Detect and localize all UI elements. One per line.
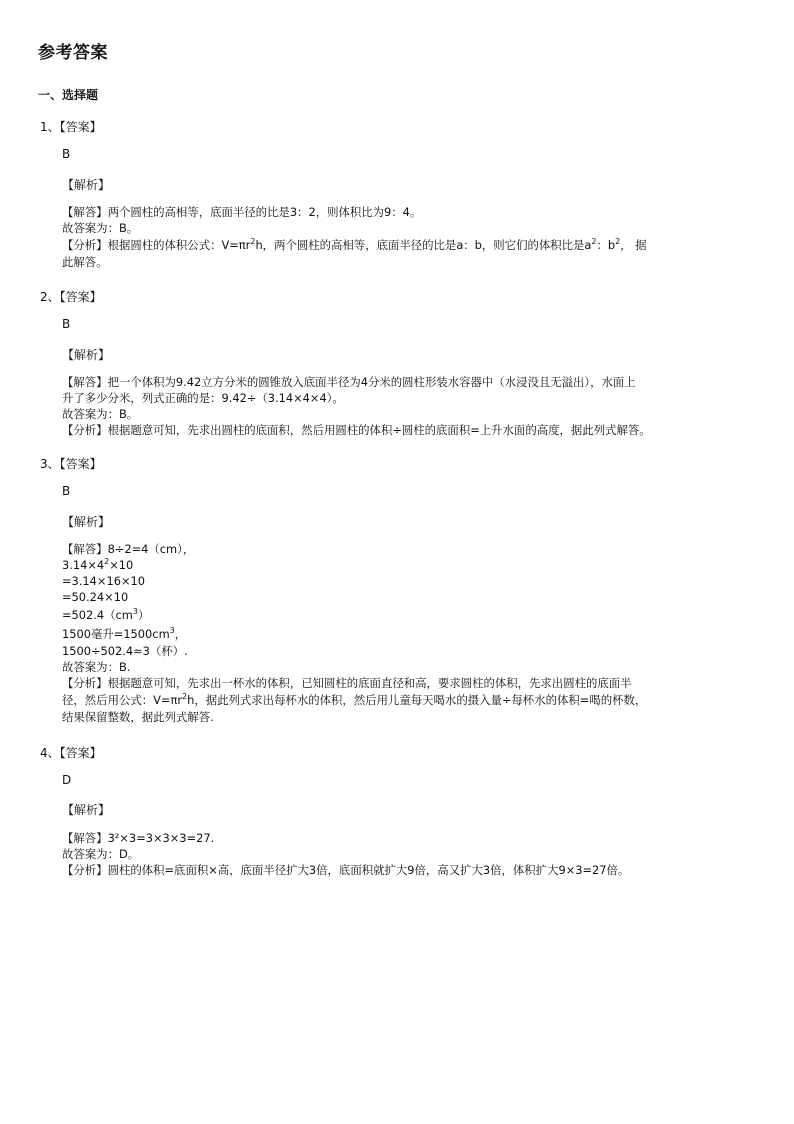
q4-line-1: 【解答】3²×3=3×3×3=27. <box>62 831 215 845</box>
q3-line-2-part: ×10 <box>109 558 134 572</box>
superscript: 2 <box>104 557 110 567</box>
question-3-answer: B <box>62 484 71 498</box>
question-1-answer: B <box>62 147 71 161</box>
superscript: 2 <box>182 692 188 702</box>
q3-line-5-part: =502.4（cm <box>62 608 133 622</box>
q1-line-4: 此解答。 <box>62 255 108 269</box>
page-title: 参考答案 <box>38 43 108 63</box>
question-2-answer: B <box>62 317 71 331</box>
question-1-heading: 1、【答案】 <box>40 120 102 134</box>
q2-line-2: 升了多少分米，列式正确的是：9.42÷（3.14×4×4）。 <box>62 391 344 405</box>
superscript: 2 <box>615 237 621 247</box>
q3-line-1: 【解答】8÷2=4（cm）， <box>62 542 195 556</box>
question-4-answer: D <box>62 773 72 787</box>
q3-line-2-part: 3.14×4 <box>62 558 105 572</box>
q3-line-11: 结果保留整数，据此列式解答. <box>62 710 214 724</box>
question-3-heading: 3、【答案】 <box>40 457 102 471</box>
question-4-heading: 4、【答案】 <box>40 746 102 760</box>
q3-line-7: 1500÷502.4≈3（杯）. <box>62 644 188 658</box>
q3-line-3: =3.14×16×10 <box>62 574 145 588</box>
question-2-heading: 2、【答案】 <box>40 290 102 304</box>
q1-line-3-part: 【分析】根据圆柱的体积公式：V=πr <box>62 238 251 252</box>
superscript: 3 <box>169 626 175 636</box>
q3-line-5 <box>62 607 149 623</box>
q3-line-8: 故答案为：B. <box>62 660 131 674</box>
superscript: 2 <box>250 237 256 247</box>
q2-line-4: 【分析】根据题意可知，先求出圆柱的底面积，然后用圆柱的体积÷圆柱的底面积=上升水面的高度，据此列式解答。 <box>62 423 651 437</box>
question-1-analysis-label: 【解析】 <box>62 178 111 192</box>
q3-line-5-part: ） <box>138 608 150 622</box>
superscript: 2 <box>591 237 597 247</box>
q2-line-3: 故答案为：B。 <box>62 407 139 421</box>
q2-line-1: 【解答】把一个体积为9.42立方分米的圆锥放入底面半径为4分米的圆柱形装水容器中（水浸没且无溢出），水面上 <box>62 375 636 389</box>
superscript: 3 <box>132 607 138 617</box>
q3-line-6 <box>62 626 186 642</box>
q3-line-10-part: h，据此列式求出每杯水的体积，然后用儿童每天喝水的摄入量÷每杯水的体积=喝的杯数， <box>187 693 647 707</box>
q1-line-3-part: ， 据 <box>620 238 647 252</box>
q3-line-10-part: 径，然后用公式：V=πr <box>62 693 183 707</box>
section-heading: 一、选择题 <box>38 88 99 102</box>
q1-line-3-part: h，两个圆柱的高相等，底面半径的比是a：b，则它们的体积比是a <box>255 238 592 252</box>
question-2-analysis-label: 【解析】 <box>62 348 111 362</box>
q3-line-10 <box>62 692 646 708</box>
question-4-analysis-label: 【解析】 <box>62 803 111 817</box>
q4-line-2: 故答案为：D。 <box>62 847 140 861</box>
question-3-analysis-label: 【解析】 <box>62 515 111 529</box>
q1-line-3 <box>62 237 647 253</box>
q3-line-6-part: 1500毫升=1500cm <box>62 627 170 641</box>
q3-line-6-part: ， <box>174 627 187 641</box>
q3-line-4: =50.24×10 <box>62 590 129 604</box>
q1-line-2: 故答案为：B。 <box>62 221 139 235</box>
q4-line-3: 【分析】圆柱的体积=底面积×高，底面半径扩大3倍，底面积就扩大9倍，高又扩大3倍，体积扩大9×3=27倍。 <box>62 863 630 877</box>
q1-line-1: 【解答】两个圆柱的高相等，底面半径的比是3：2，则体积比为9：4。 <box>62 205 422 219</box>
q3-line-9: 【分析】根据题意可知，先求出一杯水的体积，已知圆柱的底面直径和高，要求圆柱的体积，先求出圆柱的底面半 <box>62 676 632 690</box>
q3-line-2 <box>62 558 133 572</box>
q1-line-3-part: ：b <box>596 238 616 252</box>
